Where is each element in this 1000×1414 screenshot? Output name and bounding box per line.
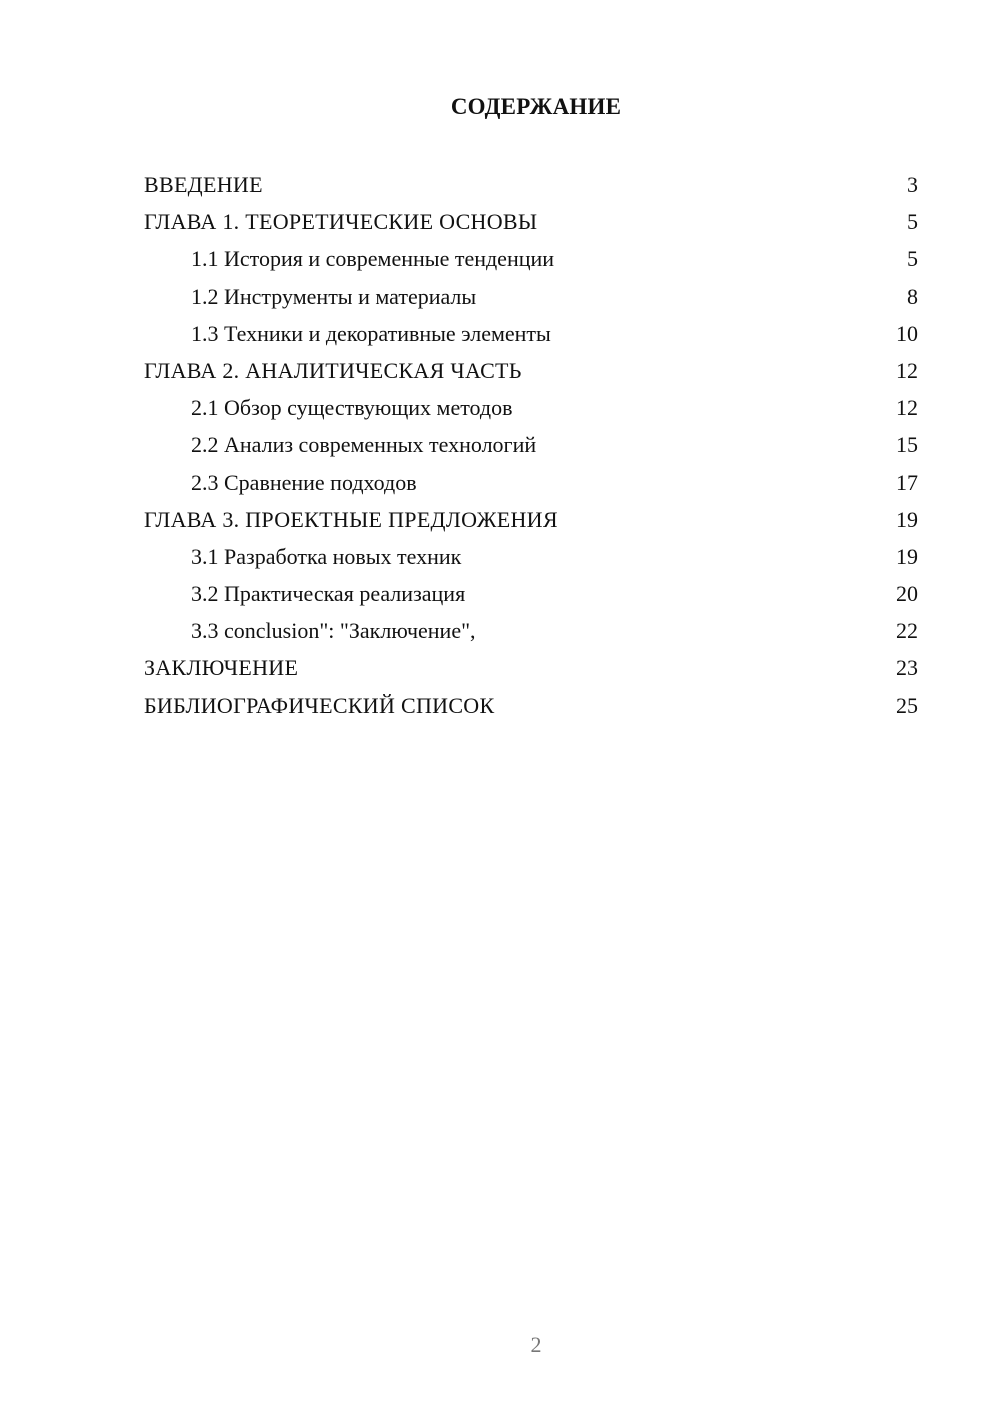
toc-entry bbox=[144, 503, 918, 540]
toc-entry-label: 2.1 Обзор существующих методов bbox=[191, 395, 513, 421]
toc-entry-label: ГЛАВА 2. АНАЛИТИЧЕСКАЯ ЧАСТЬ bbox=[144, 357, 522, 383]
toc-entry bbox=[144, 540, 918, 577]
toc-entry-page: 20 bbox=[896, 581, 918, 607]
toc-entry-label: 1.2 Инструменты и материалы bbox=[191, 283, 477, 309]
table-of-contents bbox=[144, 168, 918, 726]
toc-entry bbox=[144, 354, 918, 391]
toc-entry bbox=[144, 651, 918, 688]
toc-entry-label: 1.3 Техники и декоративные элементы bbox=[191, 320, 551, 346]
toc-entry-label: 2.2 Анализ современных технологий bbox=[191, 432, 537, 458]
toc-entry bbox=[144, 317, 918, 354]
toc-entry bbox=[144, 168, 918, 205]
toc-entry-label: 3.1 Разработка новых техник bbox=[191, 543, 462, 569]
toc-entry bbox=[144, 428, 918, 465]
toc-entry-page: 8 bbox=[907, 283, 918, 309]
toc-entry-page: 3 bbox=[907, 172, 918, 197]
toc-entry-page: 5 bbox=[907, 209, 918, 235]
toc-entry-label: ВВЕДЕНИЕ bbox=[144, 172, 263, 197]
toc-entry-label: 2.3 Сравнение подходов bbox=[191, 469, 417, 495]
toc-entry-page: 23 bbox=[896, 655, 918, 681]
toc-entry-page: 19 bbox=[896, 543, 918, 569]
toc-entry bbox=[144, 689, 918, 726]
toc-entry-label: 1.1 История и современные тенденции bbox=[191, 246, 555, 272]
page-title: СОДЕРЖАНИЕ bbox=[450, 94, 622, 119]
toc-entry-label: ЗАКЛЮЧЕНИЕ bbox=[144, 655, 299, 681]
toc-entry-page: 10 bbox=[896, 320, 918, 346]
toc-entry-label: ГЛАВА 1. ТЕОРЕТИЧЕСКИЕ ОСНОВЫ bbox=[144, 209, 538, 235]
toc-entry-page: 22 bbox=[896, 618, 918, 644]
toc-entry-label: 3.3 conclusion": "Заключение", bbox=[191, 618, 476, 644]
toc-entry bbox=[144, 280, 918, 317]
toc-entry bbox=[144, 614, 918, 651]
toc-entry bbox=[144, 466, 918, 503]
toc-entry bbox=[144, 205, 918, 242]
toc-entry-page: 5 bbox=[907, 246, 918, 272]
toc-entry-label: 3.2 Практическая реализация bbox=[191, 581, 466, 607]
toc-entry-label: БИБЛИОГРАФИЧЕСКИЙ СПИСОК bbox=[144, 692, 495, 718]
toc-entry-label: ГЛАВА 3. ПРОЕКТНЫЕ ПРЕДЛОЖЕНИЯ bbox=[144, 506, 558, 532]
toc-entry-page: 12 bbox=[896, 395, 918, 421]
toc-entry-page: 12 bbox=[896, 357, 918, 383]
toc-entry-page: 19 bbox=[896, 506, 918, 532]
toc-entry-page: 25 bbox=[896, 692, 918, 718]
toc-entry-page: 15 bbox=[896, 432, 918, 458]
toc-entry-page: 17 bbox=[896, 469, 918, 495]
page-number: 2 bbox=[530, 1332, 542, 1357]
toc-entry bbox=[144, 242, 918, 279]
toc-entry bbox=[144, 391, 918, 428]
toc-entry bbox=[144, 577, 918, 614]
